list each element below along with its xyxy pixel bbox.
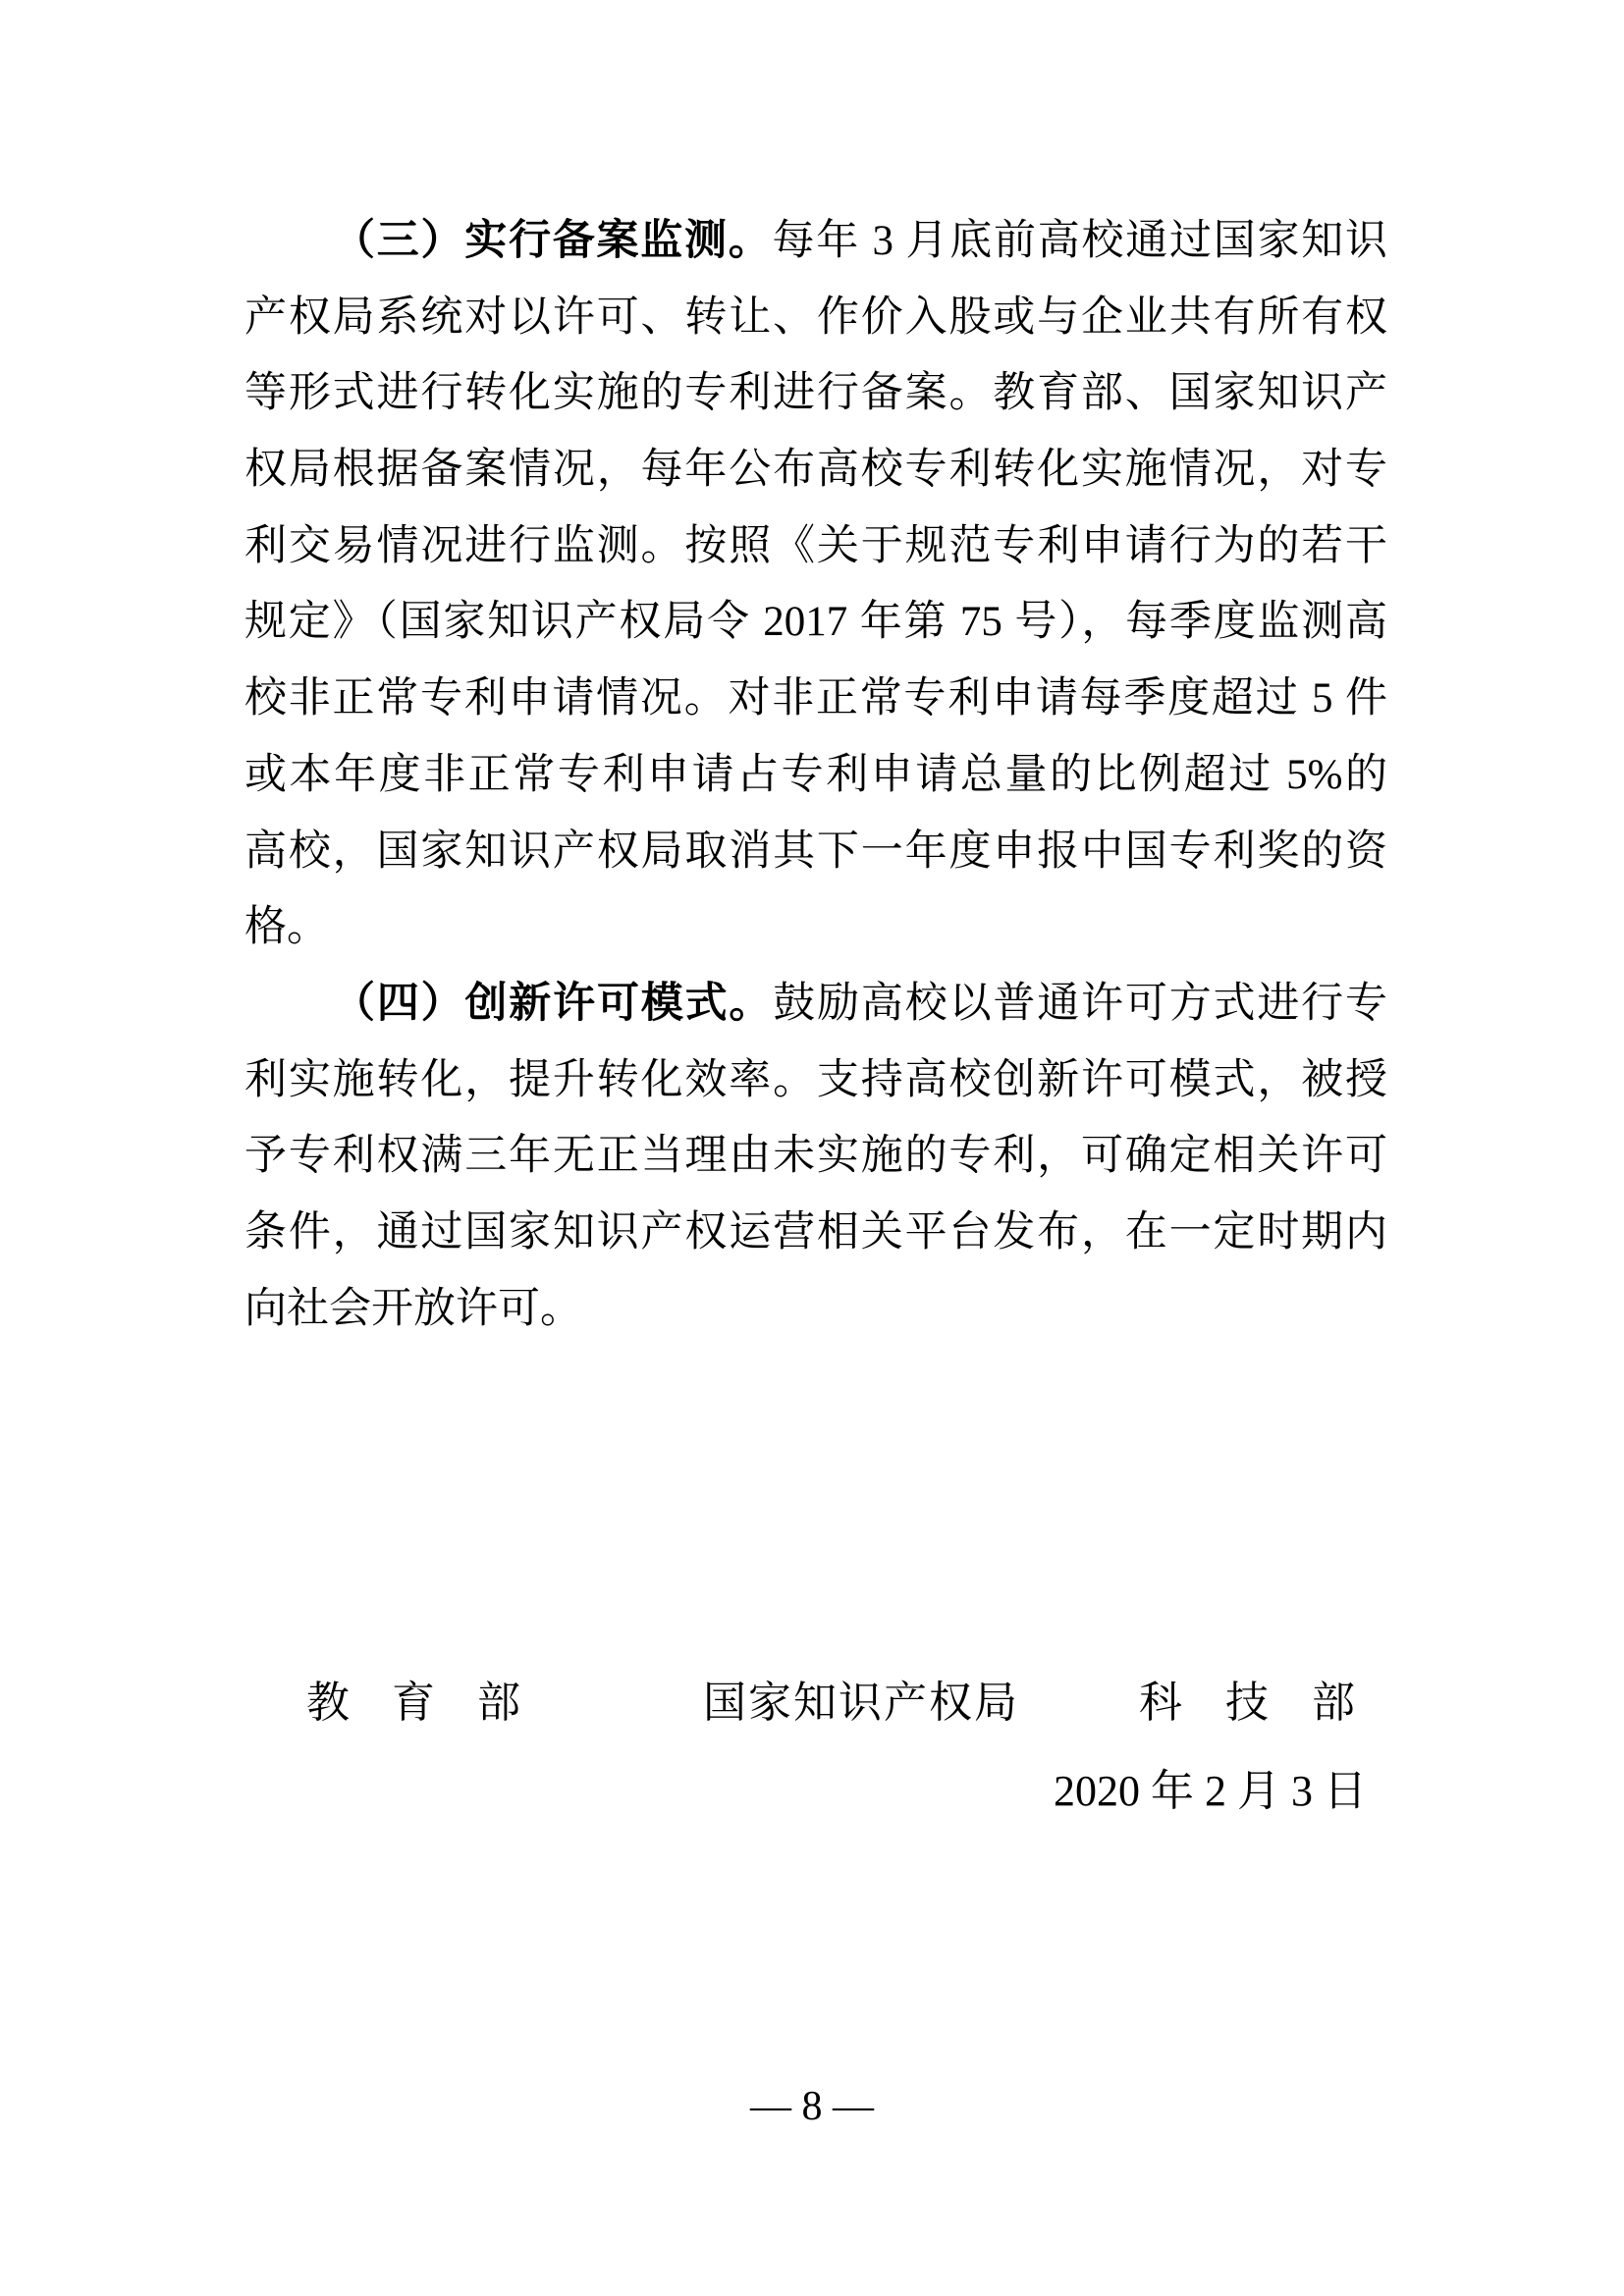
text-line xyxy=(244,889,1387,966)
line-text: 每年 3 月底前高校通过国家知识 xyxy=(772,218,1387,264)
line-text: 予专利权满三年无正当理由未实施的专利，可确定相关许可 xyxy=(244,1133,1387,1180)
body-text xyxy=(244,203,1387,1347)
text-line xyxy=(244,737,1387,814)
text-line xyxy=(244,1271,1387,1348)
line-text: 利交易情况进行监测。按照《关于规范专利申请行为的若干 xyxy=(244,522,1387,569)
line-text: 高校，国家知识产权局取消其下一年度申报中国专利奖的资 xyxy=(244,828,1387,875)
text-line xyxy=(244,1118,1387,1195)
text-line xyxy=(244,432,1387,508)
text-line xyxy=(244,355,1387,432)
text-line xyxy=(244,584,1387,661)
signature-agency-cnipa: 国家知识产权局 xyxy=(703,1679,1019,1727)
text-line xyxy=(244,814,1387,890)
text-line xyxy=(244,1042,1387,1119)
text-line xyxy=(244,661,1387,737)
line-text: 校非正常专利申请情况。对非正常专利申请每季度超过 5 件 xyxy=(244,675,1387,722)
line-text: 等形式进行转化实施的专利进行备案。教育部、国家知识产 xyxy=(244,370,1387,417)
signature-agency-most: 科技部 xyxy=(1139,1679,1398,1727)
text-line xyxy=(244,1195,1387,1271)
line-text: 利实施转化，提升转化效率。支持高校创新许可模式，被授 xyxy=(244,1056,1387,1103)
line-text: 或本年度非正常专利申请占专利申请总量的比例超过 5%的 xyxy=(244,751,1387,798)
text-line xyxy=(244,508,1387,585)
page-number: — 8 — xyxy=(750,2084,874,2129)
line-text: 产权局系统对以许可、转让、作价入股或与企业共有所有权 xyxy=(244,294,1387,341)
section-heading: （四）创新许可模式。 xyxy=(333,979,774,1027)
text-line xyxy=(244,966,1387,1042)
line-text: 规定》（国家知识产权局令 2017 年第 75 号），每季度监测高 xyxy=(244,599,1387,646)
document-date: 2020 年 2 月 3 日 xyxy=(1054,1767,1367,1815)
line-text: 鼓励高校以普通许可方式进行专 xyxy=(773,980,1388,1027)
text-line xyxy=(244,280,1387,356)
section-heading: （三）实行备案监测。 xyxy=(333,217,773,264)
line-text: 条件，通过国家知识产权运营相关平台发布，在一定时期内 xyxy=(244,1208,1387,1255)
signature-agency-moe: 教育部 xyxy=(306,1679,563,1727)
text-line xyxy=(244,203,1387,280)
line-text: 向社会开放许可。 xyxy=(244,1285,582,1332)
line-text: 格。 xyxy=(244,904,329,951)
line-text: 权局根据备案情况，每年公布高校专利转化实施情况，对专 xyxy=(244,447,1387,494)
